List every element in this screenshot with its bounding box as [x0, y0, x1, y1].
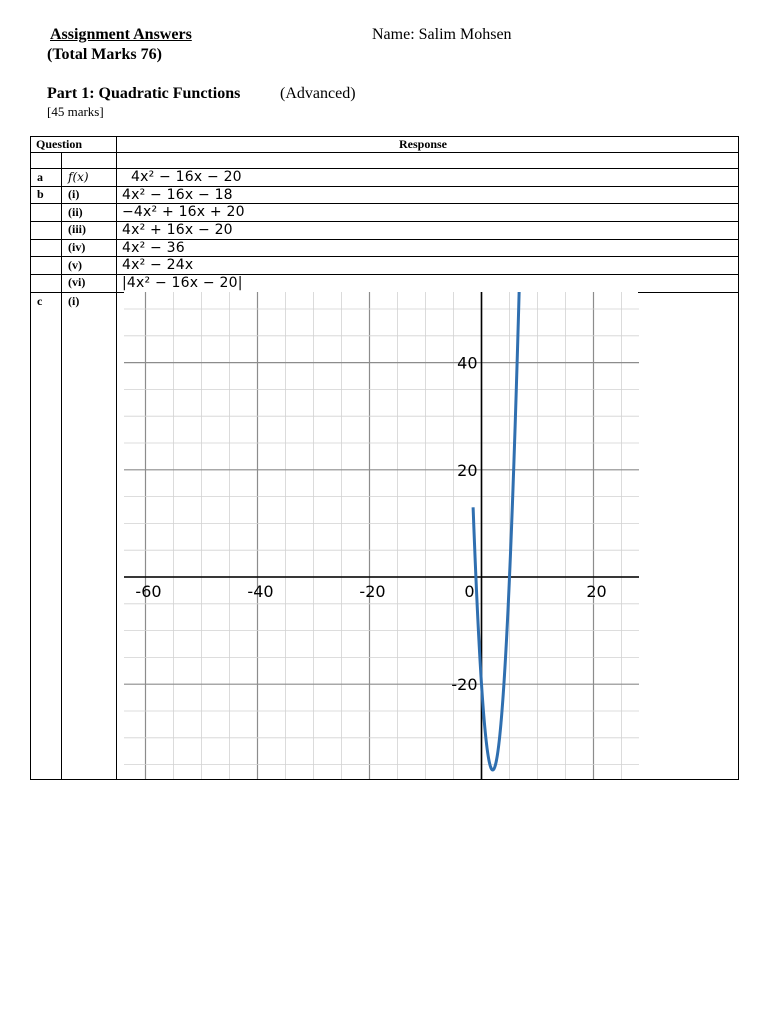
x-tick-label: -20 — [359, 582, 386, 601]
x-tick-label: -40 — [247, 582, 274, 601]
x-tick-label: 0 — [464, 582, 475, 601]
response-a: 4x² − 16x − 20 — [131, 169, 242, 185]
response-b-ii: −4x² + 16x + 20 — [122, 204, 245, 220]
response-b-iii: 4x² + 16x − 20 — [122, 222, 233, 238]
question-sub-label: (vi) — [68, 275, 86, 289]
y-tick-label: 20 — [457, 460, 478, 480]
question-sub-label: f(x) — [68, 170, 89, 184]
question-sub-label: (ii) — [68, 205, 83, 219]
part-title: Part 1: Quadratic Functions — [47, 85, 241, 102]
y-tick-label: -20 — [451, 675, 478, 695]
y-tick-label: 40 — [457, 353, 478, 373]
response-b-iv: 4x² − 36 — [122, 240, 185, 256]
response-b-vi: |4x² − 16x − 20| — [122, 275, 243, 291]
response-b-i: 4x² − 16x − 18 — [122, 187, 233, 203]
question-sub-label: (v) — [68, 258, 82, 272]
question-label: a — [37, 170, 43, 184]
question-label: b — [37, 187, 44, 201]
question-sub-label: (i) — [68, 294, 80, 308]
question-sub-label: (i) — [68, 187, 80, 201]
question-label: c — [37, 294, 43, 308]
column-header-response: Response — [399, 137, 448, 151]
part-level: (Advanced) — [280, 85, 356, 102]
parabola-curve — [473, 234, 521, 770]
assignment-title: Assignment Answers — [50, 26, 192, 43]
question-sub-label: (iv) — [68, 240, 86, 254]
column-header-question: Question — [36, 137, 83, 151]
x-tick-label: -60 — [135, 582, 162, 601]
question-sub-label: (iii) — [68, 222, 86, 236]
total-marks: (Total Marks 76) — [47, 46, 162, 63]
response-b-v: 4x² − 24x — [122, 257, 194, 273]
x-tick-label: 20 — [586, 582, 607, 601]
part-marks: [45 marks] — [47, 104, 104, 119]
student-name: Name: Salim Mohsen — [372, 26, 512, 43]
